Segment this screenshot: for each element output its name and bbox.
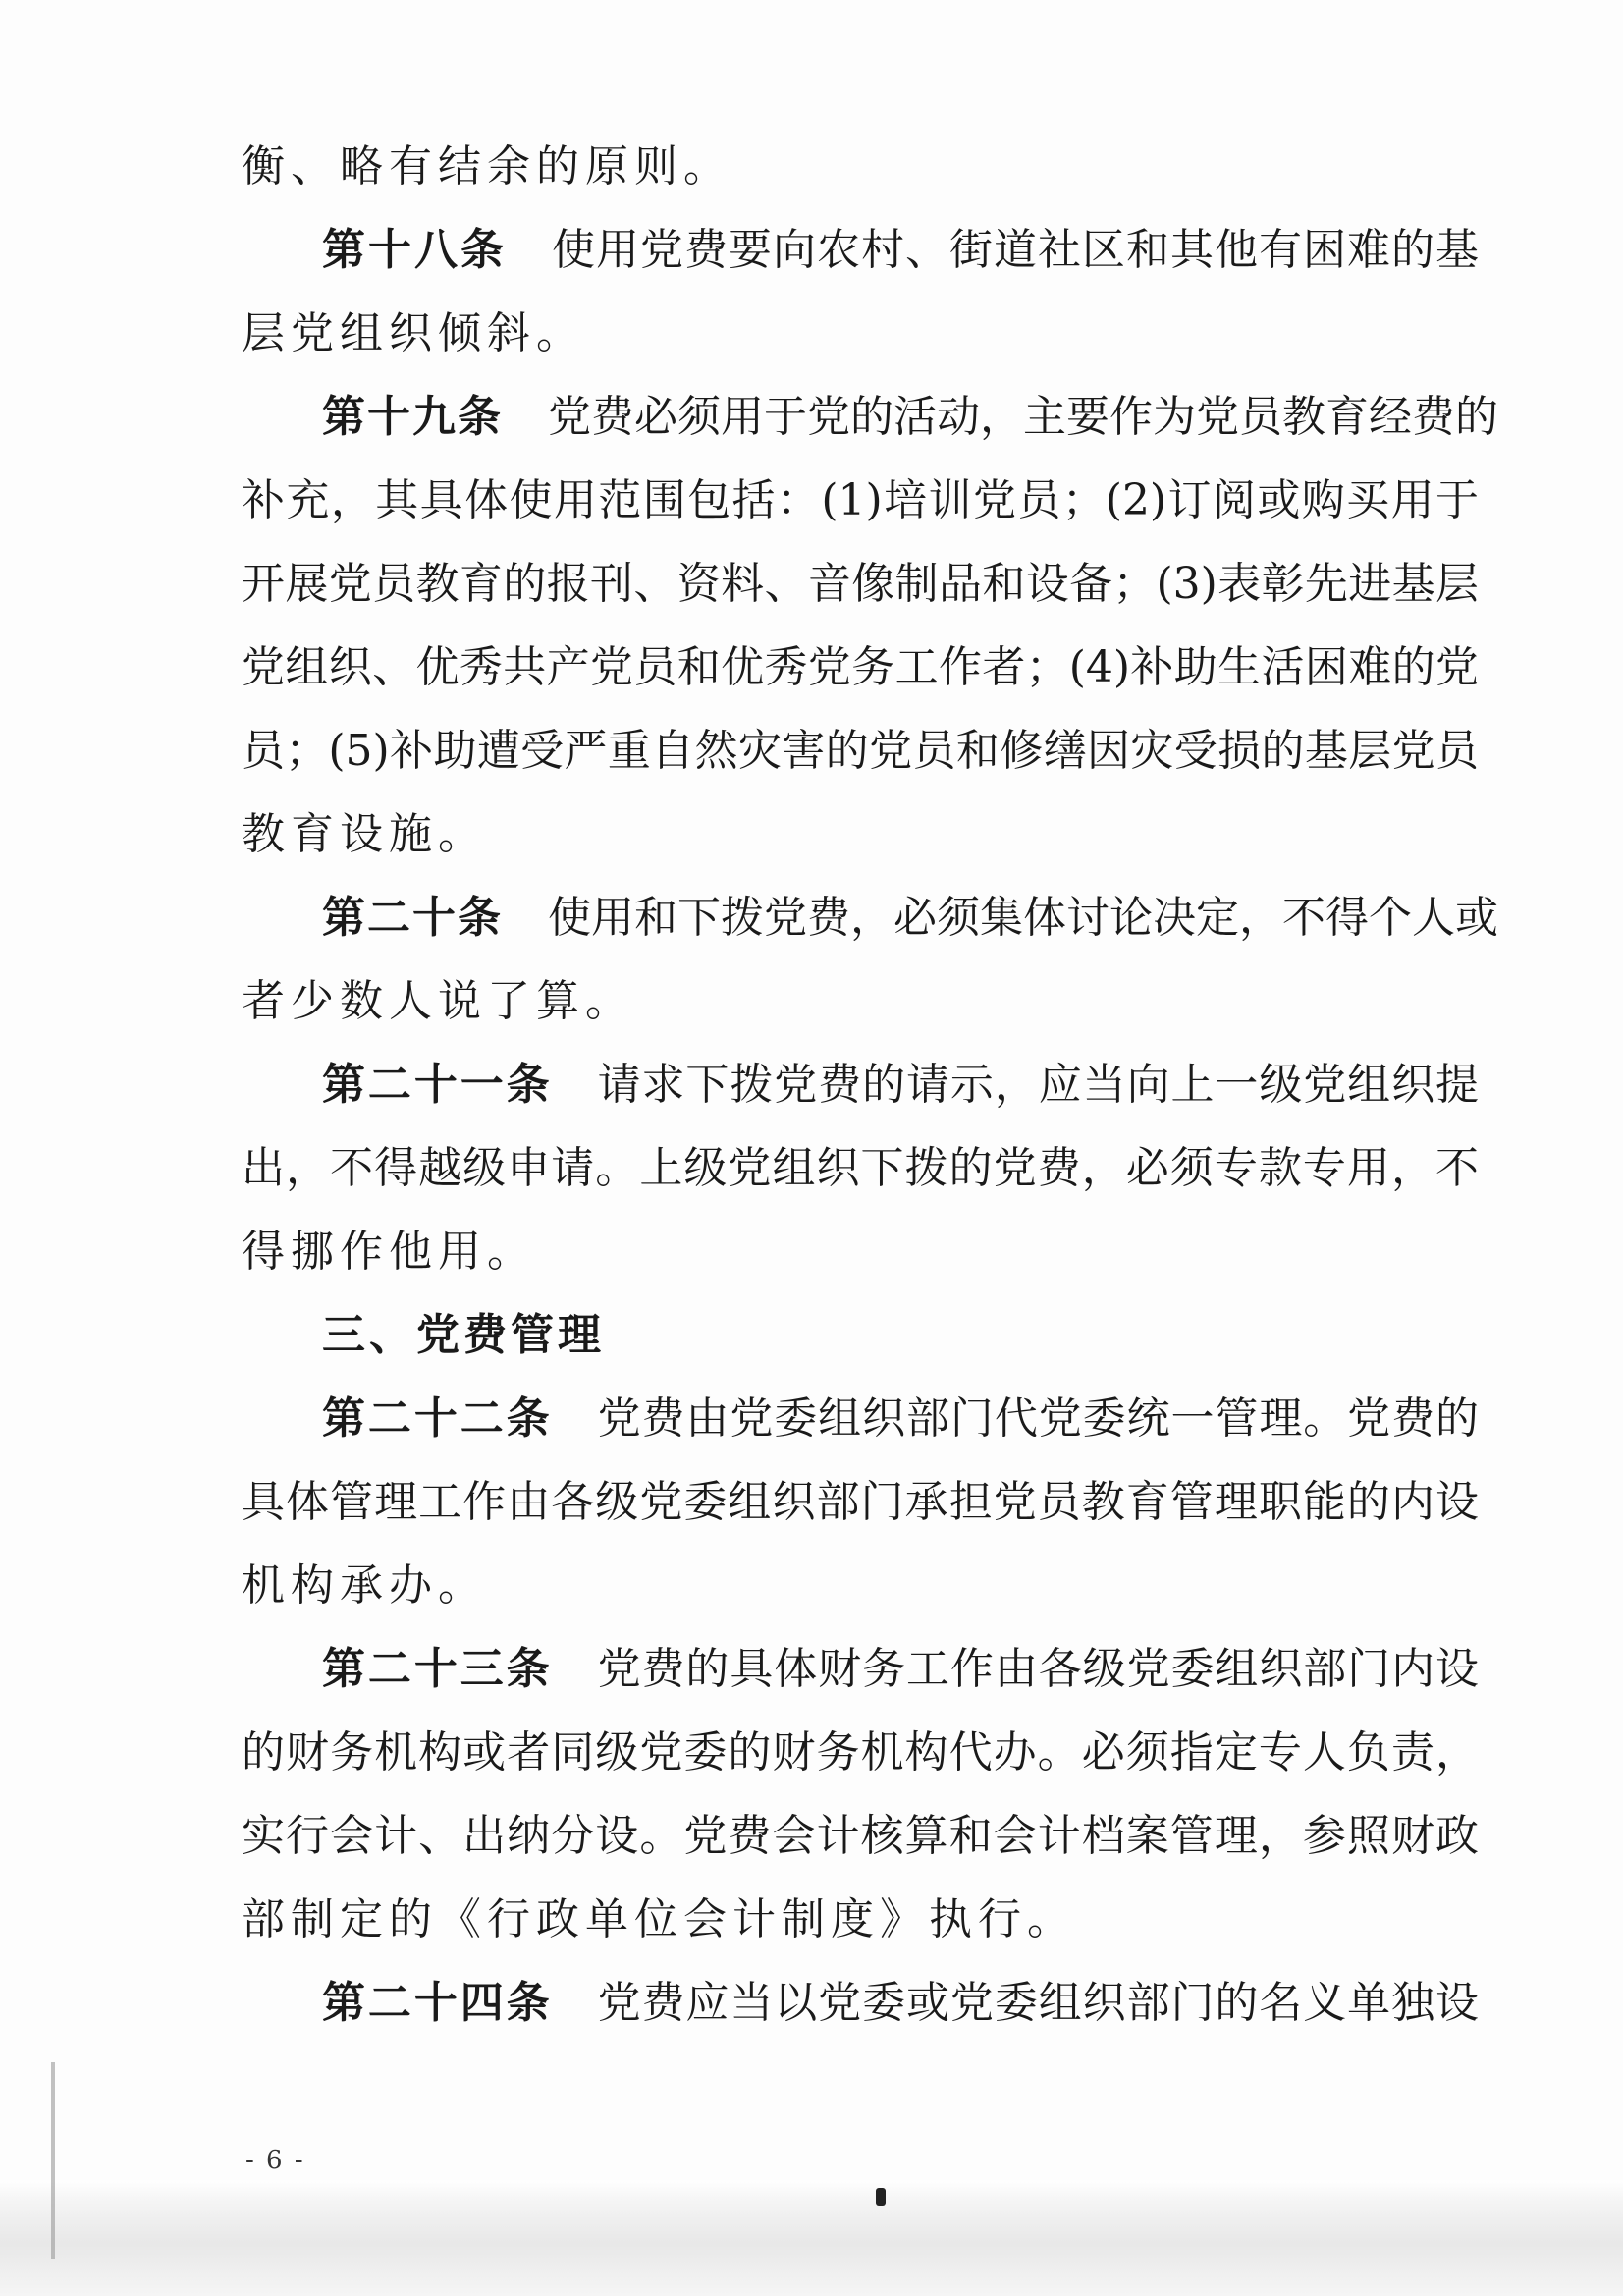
page-number: - 6 - [245,2146,305,2175]
article-23-line: 第二十三条 党费的具体财务工作由各级党委组织部门内设 [322,1644,1480,1694]
text-line: 开展党员教育的报刊、资料、音像制品和设备；(3)表彰先进基层 [242,559,1479,609]
text-line: 实行会计、出纳分设。党费会计核算和会计档案管理，参照财政 [242,1811,1479,1861]
text-line: 机构承办。 [242,1560,487,1611]
text-line: 教育设施。 [242,809,487,859]
article-19-line: 第十九条 党费必须用于党的活动，主要作为党员教育经费的 [322,392,1498,442]
text-line: 得挪作他用。 [242,1227,536,1277]
article-number: 第二十条 [322,893,503,943]
article-number: 第二十二条 [322,1394,553,1444]
scan-edge-artifact [0,2180,1623,2296]
scan-mark [51,2062,55,2259]
text-line: 具体管理工作由各级党委组织部门承担党员教育管理职能的内设 [242,1477,1479,1527]
article-18-line: 第十八条 使用党费要向农村、街道社区和其他有困难的基 [322,225,1479,275]
text-line: 者少数人说了算。 [242,976,634,1026]
section-heading: 三、党费管理 [322,1310,605,1360]
scan-mark [876,2188,886,2206]
article-24-line: 第二十四条 党费应当以党委或党委组织部门的名义单独设 [322,1978,1480,2028]
article-number: 第二十三条 [322,1644,553,1694]
article-number: 第二十四条 [322,1978,553,2028]
article-22-line: 第二十二条 党费由党委组织部门代党委统一管理。党费的 [322,1394,1480,1444]
article-number: 第十八条 [322,225,507,275]
text-line: 补充，其具体使用范围包括：(1)培训党员；(2)订阅或购买用于 [242,475,1479,525]
text-line: 党组织、优秀共产党员和优秀党务工作者；(4)补助生活困难的党 [242,642,1479,692]
article-number: 第十九条 [322,392,503,442]
article-20-line: 第二十条 使用和下拨党费，必须集体讨论决定，不得个人或 [322,893,1498,943]
text-line: 部制定的《行政单位会计制度》执行。 [242,1894,1076,1944]
text-line: 出，不得越级申请。上级党组织下拨的党费，必须专款专用，不 [242,1143,1479,1193]
text-line: 员；(5)补助遭受严重自然灾害的党员和修缮因灾受损的基层党员 [242,726,1479,776]
article-21-line: 第二十一条 请求下拨党费的请示，应当向上一级党组织提 [322,1060,1480,1110]
article-number: 第二十一条 [322,1060,553,1110]
text-line: 层党组织倾斜。 [242,308,585,358]
text-line: 衡、略有结余的原则。 [242,141,732,191]
text-line: 的财务机构或者同级党委的财务机构代办。必须指定专人负责， [242,1727,1479,1777]
